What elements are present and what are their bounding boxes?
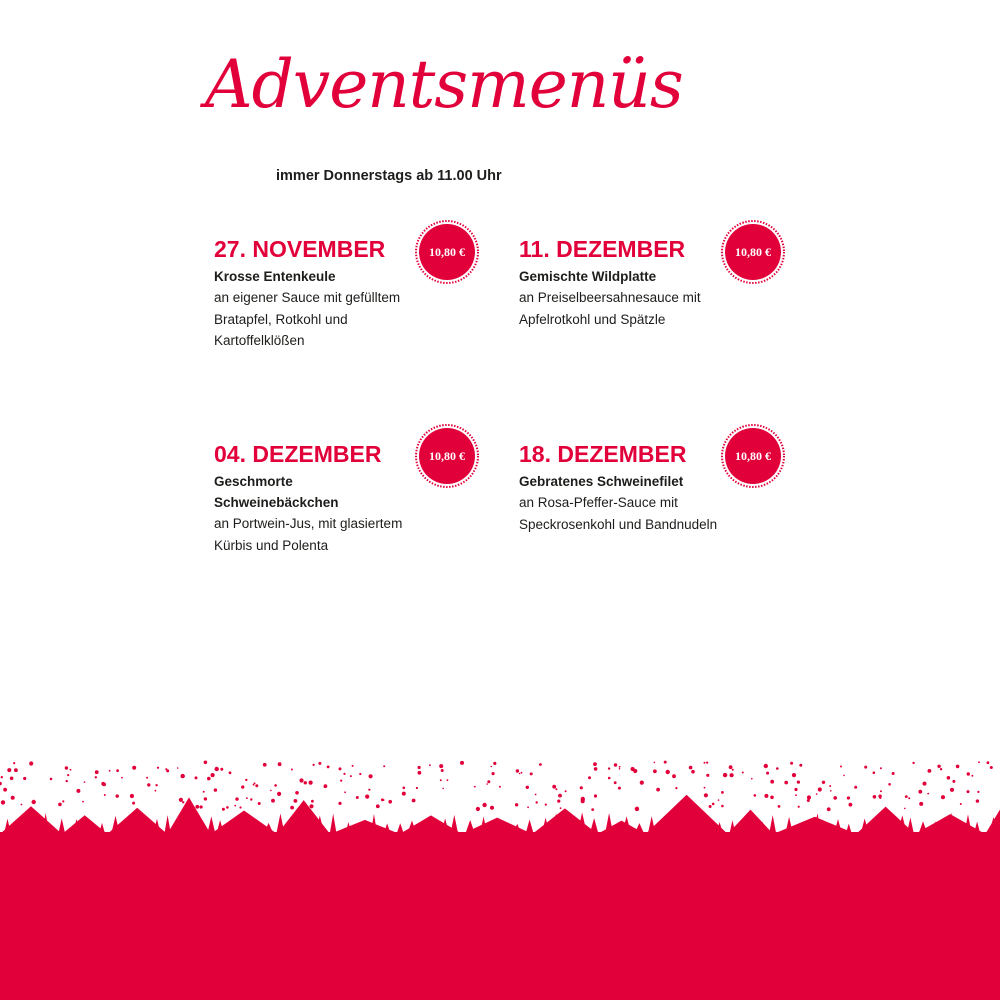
snow-dot bbox=[460, 761, 464, 765]
snow-dot bbox=[849, 803, 853, 807]
snow-dot bbox=[447, 779, 449, 781]
snow-dot bbox=[32, 800, 36, 804]
menu-description: an Preiselbeersahnesauce mit Apfelrotkohl und Spätzle bbox=[519, 290, 701, 327]
snow-dot bbox=[552, 785, 556, 789]
snow-dot bbox=[291, 769, 293, 771]
snow-dot bbox=[278, 762, 282, 766]
snow-dot bbox=[919, 802, 923, 806]
snow-dot bbox=[1, 800, 5, 804]
snow-dot bbox=[102, 783, 106, 787]
snow-dot bbox=[274, 784, 277, 787]
snow-dot bbox=[990, 766, 993, 769]
snow-dot bbox=[499, 786, 501, 788]
snow-dot bbox=[833, 796, 837, 800]
snow-dot bbox=[58, 803, 62, 807]
snow-dot bbox=[155, 790, 157, 792]
snow-dot bbox=[487, 780, 490, 783]
snow-dot bbox=[327, 766, 330, 769]
snow-dot bbox=[971, 775, 973, 777]
snow-dot bbox=[967, 772, 970, 775]
snow-dot bbox=[313, 764, 315, 766]
snow-dot bbox=[476, 807, 480, 811]
snow-dot bbox=[343, 773, 345, 775]
snow-dot bbox=[878, 795, 881, 798]
snow-dot bbox=[155, 784, 157, 786]
snow-dot bbox=[640, 781, 644, 785]
snow-dot bbox=[250, 798, 252, 800]
snow-dot bbox=[0, 782, 2, 786]
snow-dot bbox=[109, 770, 111, 772]
snow-dot bbox=[70, 769, 72, 771]
snow-dot bbox=[203, 791, 205, 793]
snow-dot bbox=[130, 794, 134, 798]
menu-dish: Krosse Entenkeule bbox=[214, 269, 336, 284]
snow-dot bbox=[977, 791, 979, 793]
snow-dot bbox=[880, 790, 882, 792]
snow-dot bbox=[526, 786, 529, 789]
snow-dot bbox=[491, 766, 493, 768]
snow-dot bbox=[3, 788, 7, 792]
snow-dot bbox=[591, 808, 594, 811]
snow-dot bbox=[204, 797, 207, 800]
snow-dot bbox=[527, 806, 529, 808]
snow-dot bbox=[555, 788, 557, 790]
snow-dot bbox=[147, 783, 150, 786]
snow-dot bbox=[721, 805, 724, 808]
snow-dot bbox=[565, 790, 567, 792]
menu-dish: Gebratenes Schweinefilet bbox=[519, 474, 684, 489]
snow-dot bbox=[368, 789, 370, 791]
snow-dot bbox=[311, 800, 314, 803]
snow-dot bbox=[516, 769, 519, 772]
snow-dot bbox=[560, 807, 562, 809]
snow-dot bbox=[633, 769, 637, 773]
snow-dot bbox=[689, 766, 693, 770]
snow-dot bbox=[254, 782, 256, 784]
snow-dot bbox=[950, 788, 954, 792]
page-title: Adventsmenüs bbox=[205, 46, 683, 123]
snow-dot bbox=[11, 796, 15, 800]
snow-dot bbox=[706, 762, 708, 764]
snow-dot bbox=[84, 781, 86, 783]
snow-dot bbox=[905, 795, 908, 798]
snow-dot bbox=[226, 806, 229, 809]
snow-dot bbox=[271, 799, 275, 803]
snow-dot bbox=[709, 805, 712, 808]
snow-dot bbox=[664, 761, 667, 764]
snow-dot bbox=[614, 763, 617, 766]
menu-date: 18. DEZEMBER bbox=[519, 441, 687, 467]
snow-dot bbox=[840, 766, 842, 768]
snow-dot bbox=[338, 802, 341, 805]
snow-dot bbox=[770, 796, 774, 800]
snow-dot bbox=[712, 803, 715, 806]
snow-dot bbox=[207, 777, 211, 781]
snow-dot bbox=[918, 790, 922, 794]
snow-dot bbox=[960, 803, 962, 805]
snow-dot bbox=[381, 798, 384, 801]
snow-dot bbox=[764, 764, 768, 768]
snow-dot bbox=[235, 797, 238, 800]
snow-dot bbox=[594, 767, 598, 771]
snow-dot bbox=[229, 771, 232, 774]
snow-dot bbox=[132, 766, 136, 770]
snow-dot bbox=[618, 787, 621, 790]
snow-dot bbox=[807, 795, 811, 799]
snow-dot bbox=[65, 766, 68, 769]
snow-dot bbox=[742, 772, 744, 774]
snow-dot bbox=[580, 786, 583, 789]
snow-dot bbox=[978, 761, 980, 763]
price-label: 10,80 € bbox=[735, 448, 771, 463]
snow-dot bbox=[654, 762, 656, 764]
snow-dot bbox=[442, 788, 444, 790]
snow-dot bbox=[95, 776, 97, 778]
snow-dot bbox=[82, 801, 84, 803]
snow-dot bbox=[827, 807, 831, 811]
snow-dot bbox=[146, 777, 148, 779]
snow-dot bbox=[388, 800, 392, 804]
snow-dot bbox=[764, 794, 768, 798]
menu-dish: Geschmorte Schweinebäckchen bbox=[214, 474, 339, 510]
snow-dot bbox=[778, 805, 781, 808]
snow-dot bbox=[14, 768, 18, 772]
snow-dot bbox=[116, 794, 119, 797]
snow-dot bbox=[21, 804, 23, 806]
snow-dot bbox=[179, 798, 183, 802]
snow-dot bbox=[539, 763, 542, 766]
snow-dot bbox=[258, 802, 261, 805]
snow-dot bbox=[830, 790, 832, 792]
snow-dot bbox=[365, 795, 369, 799]
snow-dot bbox=[729, 765, 733, 769]
snow-dot bbox=[594, 794, 597, 797]
snow-dot bbox=[704, 762, 706, 764]
snow-dot bbox=[344, 791, 346, 793]
snow-dot bbox=[730, 773, 734, 777]
snow-dot bbox=[290, 806, 294, 810]
snow-dot bbox=[530, 772, 533, 775]
snow-dot bbox=[784, 781, 788, 785]
snow-dot bbox=[515, 803, 518, 806]
snow-dot bbox=[873, 795, 877, 799]
snow-dot bbox=[383, 765, 385, 767]
snow-dot bbox=[429, 764, 431, 766]
snow-dot bbox=[536, 801, 538, 803]
snow-dot bbox=[440, 779, 442, 781]
snow-dot bbox=[797, 781, 800, 784]
snow-dot bbox=[181, 774, 185, 778]
snow-dot bbox=[195, 805, 199, 809]
menu-date: 27. NOVEMBER bbox=[214, 236, 386, 262]
tree-shape bbox=[330, 814, 337, 834]
snow-dot bbox=[691, 770, 695, 774]
snow-dot bbox=[818, 787, 822, 791]
snow-dot bbox=[888, 783, 891, 786]
snow-dot bbox=[352, 765, 354, 767]
snow-dot bbox=[418, 766, 421, 769]
snow-dot bbox=[614, 781, 617, 784]
snow-dot bbox=[277, 792, 281, 796]
snow-dot bbox=[754, 794, 757, 797]
snow-dot bbox=[13, 762, 15, 764]
snow-dot bbox=[941, 795, 945, 799]
snow-dot bbox=[95, 770, 99, 774]
snow-dot bbox=[956, 765, 960, 769]
snow-dot bbox=[220, 768, 223, 771]
snow-dot bbox=[535, 794, 537, 796]
snow-dot bbox=[545, 804, 547, 806]
snow-dot bbox=[104, 794, 106, 796]
snow-dot bbox=[704, 787, 706, 789]
snow-dot bbox=[588, 776, 591, 779]
snow-dot bbox=[751, 778, 753, 780]
snow-dot bbox=[132, 802, 135, 805]
snow-dot bbox=[215, 767, 219, 771]
price-label: 10,80 € bbox=[735, 244, 771, 259]
snow-dot bbox=[723, 773, 727, 777]
snow-dot bbox=[794, 788, 797, 791]
snow-dot bbox=[166, 769, 169, 772]
price-badge bbox=[721, 220, 785, 284]
snow-dot bbox=[482, 803, 486, 807]
snow-dot bbox=[62, 800, 64, 802]
snow-dot bbox=[636, 807, 639, 810]
snow-dot bbox=[790, 762, 793, 765]
snow-dot bbox=[770, 780, 774, 784]
snow-dot bbox=[309, 804, 313, 808]
snow-dot bbox=[843, 775, 845, 777]
snow-dot bbox=[675, 787, 677, 789]
snow-dot bbox=[234, 805, 236, 807]
snow-dot bbox=[1, 776, 3, 778]
snow-dot bbox=[967, 790, 970, 793]
snow-dot bbox=[116, 769, 119, 772]
price-label: 10,80 € bbox=[429, 244, 465, 259]
snow-dot bbox=[608, 777, 611, 780]
snow-dot bbox=[947, 776, 951, 780]
menu-description: an Rosa-Pfeffer-Sauce mit Speckrosenkohl und Bandnudeln bbox=[519, 495, 718, 532]
snow-dot bbox=[608, 767, 610, 769]
page-subtitle: immer Donnerstags ab 11.00 Uhr bbox=[276, 168, 502, 184]
snow-dot bbox=[66, 780, 68, 782]
snow-dot bbox=[10, 777, 14, 781]
snow-dot bbox=[892, 772, 895, 775]
snow-dot bbox=[795, 794, 797, 796]
snow-dot bbox=[940, 768, 942, 770]
snow-dot bbox=[928, 769, 932, 773]
snow-dot bbox=[766, 772, 769, 775]
snow-dot bbox=[904, 808, 906, 810]
snow-dot bbox=[309, 781, 313, 785]
snow-dot bbox=[653, 769, 657, 773]
snow-dot bbox=[519, 773, 521, 775]
price-badge bbox=[415, 220, 479, 284]
snow-dot bbox=[581, 799, 585, 803]
snow-dot bbox=[299, 778, 303, 782]
snow-dot bbox=[937, 765, 940, 768]
snow-dot bbox=[619, 768, 621, 770]
snow-dot bbox=[245, 779, 247, 781]
snow-dot bbox=[912, 762, 914, 764]
snow-dot bbox=[294, 799, 298, 803]
snow-dot bbox=[704, 793, 708, 797]
snow-dot bbox=[270, 790, 272, 792]
snow-dot bbox=[418, 771, 422, 775]
snow-dot bbox=[246, 797, 248, 799]
snow-dot bbox=[318, 762, 321, 765]
snow-dot bbox=[121, 777, 123, 779]
snow-dot bbox=[829, 785, 831, 787]
price-badge bbox=[721, 424, 785, 488]
snow-dot bbox=[439, 764, 443, 768]
snow-dot bbox=[339, 767, 342, 770]
snow-dot bbox=[486, 783, 488, 785]
snow-dot bbox=[304, 781, 307, 784]
snow-dot bbox=[263, 763, 267, 767]
snow-dot bbox=[816, 793, 818, 795]
snow-dot bbox=[23, 777, 26, 780]
snow-dot bbox=[558, 794, 562, 798]
snow-dot bbox=[177, 767, 179, 769]
snow-dot bbox=[222, 808, 225, 811]
snow-dot bbox=[927, 793, 929, 795]
snow-dot bbox=[873, 771, 876, 774]
snow-dot bbox=[847, 796, 850, 799]
snow-dot bbox=[923, 782, 927, 786]
snow-dot bbox=[776, 767, 779, 770]
snow-dot bbox=[50, 778, 53, 781]
snow-dot bbox=[7, 768, 11, 772]
snow-dot bbox=[521, 772, 523, 774]
snow-dot bbox=[403, 787, 406, 790]
snow-dot bbox=[557, 800, 560, 803]
snow-dot bbox=[799, 764, 802, 767]
snow-dot bbox=[798, 806, 800, 808]
snow-dot bbox=[29, 761, 33, 765]
winter-landscape-decoration bbox=[0, 760, 1000, 1000]
snow-dot bbox=[666, 770, 670, 774]
snow-dot bbox=[718, 799, 720, 801]
snow-dot bbox=[721, 791, 724, 794]
menu-description: an Portwein-Jus, mit glasiertem Kürbis und Polenta bbox=[214, 516, 403, 553]
snow-dot bbox=[493, 762, 496, 765]
snow-dot bbox=[474, 786, 476, 788]
snow-dot bbox=[67, 774, 69, 776]
snow-dot bbox=[350, 775, 352, 777]
snow-dot bbox=[792, 773, 796, 777]
menu-dish: Gemischte Wildplatte bbox=[519, 269, 657, 284]
price-badge bbox=[415, 424, 479, 488]
snow-dot bbox=[402, 792, 406, 796]
snow-dot bbox=[195, 776, 198, 779]
snow-dot bbox=[987, 761, 990, 764]
snow-dot bbox=[204, 761, 208, 765]
snow-dot bbox=[492, 772, 495, 775]
snow-dot bbox=[976, 799, 979, 802]
snow-dot bbox=[822, 781, 825, 784]
snow-dot bbox=[214, 788, 217, 791]
snow-dot bbox=[242, 785, 244, 787]
snow-dot bbox=[619, 766, 621, 768]
snow-dot bbox=[211, 773, 215, 777]
snow-dot bbox=[376, 804, 380, 808]
snow-dot bbox=[854, 786, 857, 789]
snow-dot bbox=[157, 767, 159, 769]
snow-dot bbox=[324, 784, 328, 788]
snow-dot bbox=[416, 787, 418, 789]
snow-dot bbox=[182, 801, 184, 803]
menu-description: an eigener Sauce mit gefülltem Bratapfel, Rotkohl und Kartoffelklößen bbox=[214, 290, 401, 348]
snow-dot bbox=[441, 769, 444, 772]
snow-dot bbox=[880, 767, 882, 769]
snow-dot bbox=[369, 774, 373, 778]
snow-dot bbox=[239, 806, 241, 808]
snow-dot bbox=[490, 806, 494, 810]
snow-dot bbox=[340, 780, 342, 782]
snow-dot bbox=[656, 788, 660, 792]
snow-dot bbox=[359, 773, 361, 775]
menu-date: 04. DEZEMBER bbox=[214, 441, 382, 467]
snow-dot bbox=[672, 774, 676, 778]
snow-dot bbox=[200, 805, 203, 808]
snow-dot bbox=[412, 799, 416, 803]
price-label: 10,80 € bbox=[429, 448, 465, 463]
snow-dot bbox=[706, 774, 709, 777]
snow-dot bbox=[593, 762, 597, 766]
snow-dot bbox=[952, 780, 955, 783]
snow-dot bbox=[295, 791, 299, 795]
menu-date: 11. DEZEMBER bbox=[519, 236, 686, 262]
snow-dot bbox=[732, 769, 734, 771]
snow-dot bbox=[76, 789, 80, 793]
snow-dot bbox=[356, 796, 359, 799]
snow-dot bbox=[908, 797, 910, 799]
snow-dot bbox=[255, 784, 258, 787]
snow-dot bbox=[864, 766, 867, 769]
